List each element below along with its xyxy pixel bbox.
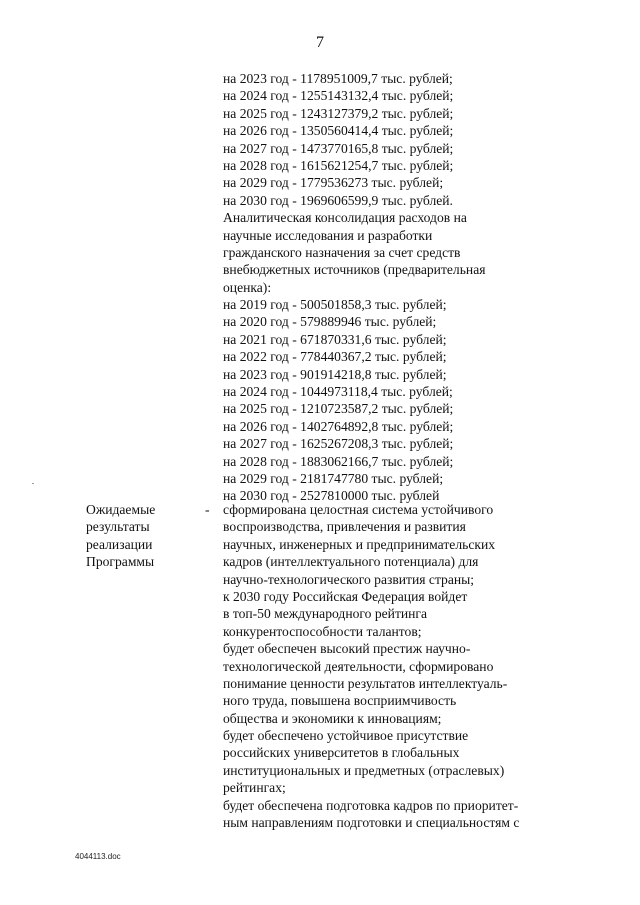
text-line: институциональных и предметных (отраслевых): [223, 762, 505, 778]
text-line: в топ-50 международного рейтинга: [223, 606, 428, 622]
expected-results-text: [223, 501, 543, 831]
text-line: на 2030 год - 2527810000 тыс. рублей: [223, 488, 440, 504]
text-line: на 2026 год - 1402764892,8 тыс. рублей;: [223, 418, 454, 434]
text-line: Аналитическая консолидация расходов на: [223, 210, 467, 226]
text-line: к 2030 году Российская Федерация войдет: [223, 588, 468, 604]
text-line: воспроизводства, привлечения и развития: [223, 519, 466, 535]
text-line: на 2029 год - 1779536273 тыс. рублей;: [223, 175, 444, 191]
text-line: на 2019 год - 500501858,3 тыс. рублей;: [223, 297, 447, 313]
label-line: результаты: [86, 519, 150, 535]
page-number: 7: [316, 34, 324, 51]
text-line: на 2024 год - 1255143132,4 тыс. рублей;: [223, 88, 454, 104]
expected-results-label: [86, 501, 155, 571]
text-line: ным направлениям подготовки и специальностям с: [223, 815, 520, 831]
text-line: на 2022 год - 778440367,2 тыс. рублей;: [223, 349, 447, 365]
text-line: на 2030 год - 1969606599,9 тыс. рублей.: [223, 192, 453, 208]
label-line: реализации: [86, 536, 153, 552]
text-line: на 2026 год - 1350560414,4 тыс. рублей;: [223, 123, 454, 139]
label-line: Программы: [86, 554, 155, 570]
text-line: будет обеспечен высокий престиж научно-: [223, 641, 471, 657]
text-line: на 2027 год - 1625267208,3 тыс. рублей;: [223, 436, 454, 452]
text-line: на 2028 год - 1883062166,7 тыс. рублей;: [223, 453, 454, 469]
text-line: на 2024 год - 1044973118,4 тыс. рублей;: [223, 384, 453, 400]
results-dash: -: [205, 502, 210, 517]
text-line: на 2023 год - 901914218,8 тыс. рублей;: [223, 366, 447, 382]
text-line: на 2020 год - 579889946 тыс. рублей;: [223, 314, 437, 330]
document-filename: 4044113.doc: [75, 852, 121, 861]
text-line: на 2021 год - 671870331,6 тыс. рублей;: [223, 331, 447, 347]
text-line: общества и экономики к инновациям;: [223, 710, 442, 726]
text-line: внебюджетных источников (предварительная: [223, 262, 486, 278]
text-line: конкурентоспособности талантов;: [223, 623, 422, 639]
label-line: Ожидаемые: [86, 502, 156, 517]
text-line: на 2023 год - 1178951009,7 тыс. рублей;: [223, 71, 453, 86]
text-line: научных, инженерных и предпринимательских: [223, 536, 496, 552]
text-line: научно-технологического развития страны;: [223, 571, 475, 587]
text-line: будет обеспечена подготовка кадров по приоритет-: [223, 797, 519, 813]
text-line: сформирована целостная система устойчивого: [223, 502, 494, 517]
text-line: гражданского назначения за счет средств: [223, 244, 461, 260]
funding-estimates-block: [223, 70, 543, 505]
text-line: на 2029 год - 2181747780 тыс. рублей;: [223, 470, 444, 486]
text-line: научные исследования и разработки: [223, 227, 433, 243]
text-line: на 2025 год - 1243127379,2 тыс. рублей;: [223, 105, 454, 121]
text-line: технологической деятельности, сформировано: [223, 658, 494, 674]
text-line: российских университетов в глобальных: [223, 745, 460, 761]
text-line: кадров (интеллектуального потенциала) для: [223, 554, 479, 570]
text-line: понимание ценности результатов интеллектуаль-: [223, 675, 508, 691]
text-line: на 2027 год - 1473770165,8 тыс. рублей;: [223, 140, 454, 156]
scan-mark: [32, 483, 34, 484]
text-line: на 2028 год - 1615621254,7 тыс. рублей;: [223, 157, 454, 173]
text-line: оценка):: [223, 279, 272, 295]
text-line: на 2025 год - 1210723587,2 тыс. рублей;: [223, 401, 454, 417]
text-line: ного труда, повышена восприимчивость: [223, 693, 457, 709]
text-line: рейтингах;: [223, 780, 286, 796]
text-line: будет обеспечено устойчивое присутствие: [223, 728, 469, 744]
